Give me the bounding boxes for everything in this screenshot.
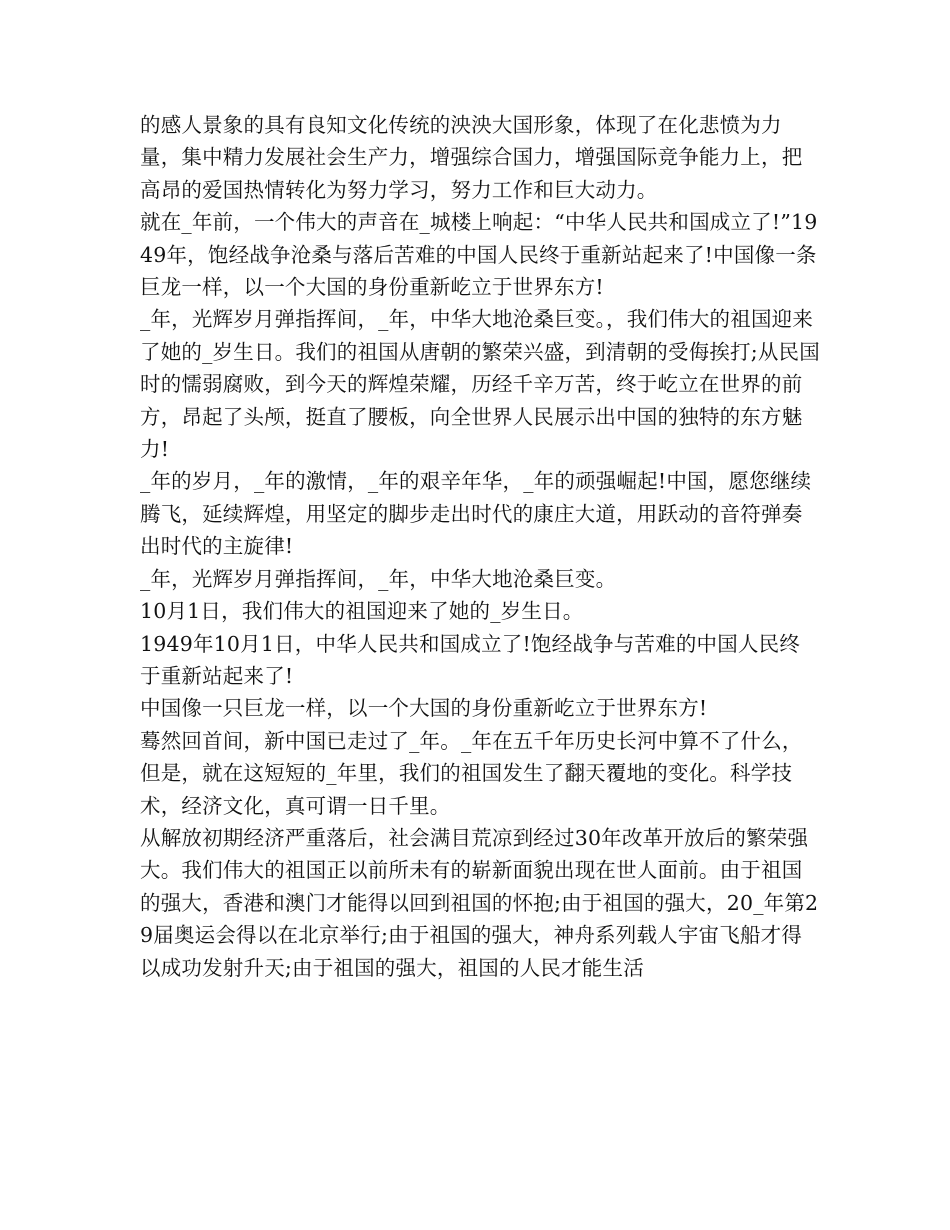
paragraph: 中国像一只巨龙一样，以一个大国的身份重新屹立于世界东方! [140,696,708,721]
body-text [140,109,820,984]
paragraph: 1949年10月1日，中华人民共和国成立了!饱经战争与苦难的中国人民终于重新站起来了! [140,631,801,688]
paragraph: 蓦然回首间，新中国已走过了_年。_年在五千年历史长河中算不了什么，但是，就在这短短的_年里，我们的祖国发生了翻天覆地的变化。科学技术，经济文化，真可谓一日千里。 [140,728,803,818]
paragraph: _年的岁月，_年的激情，_年的艰辛年华，_年的顽强崛起!中国，愿您继续腾飞，延续辉煌，用坚定的脚步走出时代的康庄大道，用跃动的音符弹奏出时代的主旋律! [140,469,812,559]
paragraph: _年，光辉岁月弹指挥间，_年，中华大地沧桑巨变。 [140,566,617,591]
paragraph: 的感人景象的具有良知文化传统的泱泱大国形象，体现了在化悲愤为力量，集中精力发展社会生产力，增强综合国力，增强国际竞争能力上，把高昂的爱国热情转化为努力学习，努力工作和巨大动力。 [140,113,803,202]
paragraph: 10月1日，我们伟大的祖国迎来了她的_岁生日。 [140,599,584,624]
paragraph: _年，光辉岁月弹指挥间，_年，中华大地沧桑巨变。，我们伟大的祖国迎来了她的_岁生日。我们的祖国从唐朝的繁荣兴盛，到清朝的受侮挨打;从民国时的懦弱腐败，到今天的辉煌荣耀，历经千辛万苦，终于屹立在世界的前方，昂起了头颅，挺直了腰板，向全世界人民展示出中国的独特的东方魅力! [140,307,820,462]
paragraph: 就在_年前，一个伟大的声音在_城楼上响起：“中华人民共和国成立了!”1949年，饱经战争沧桑与落后苦难的中国人民终于重新站起来了!中国像一条巨龙一样，以一个大国的身份重新屹立于世界东方! [140,210,818,300]
paragraph: 从解放初期经济严重落后，社会满目荒凉到经过30年改革开放后的繁荣强大。我们伟大的祖国正以前所未有的崭新面貌出现在世人面前。由于祖国的强大，香港和澳门才能得以回到祖国的怀抱;由于祖国的强大，20_年第29届奥运会得以在北京举行;由于祖国的强大，神舟系列载人宇宙飞船才得以成功发射升天;由于祖国的强大，祖国的人民才能生活 [140,825,819,980]
